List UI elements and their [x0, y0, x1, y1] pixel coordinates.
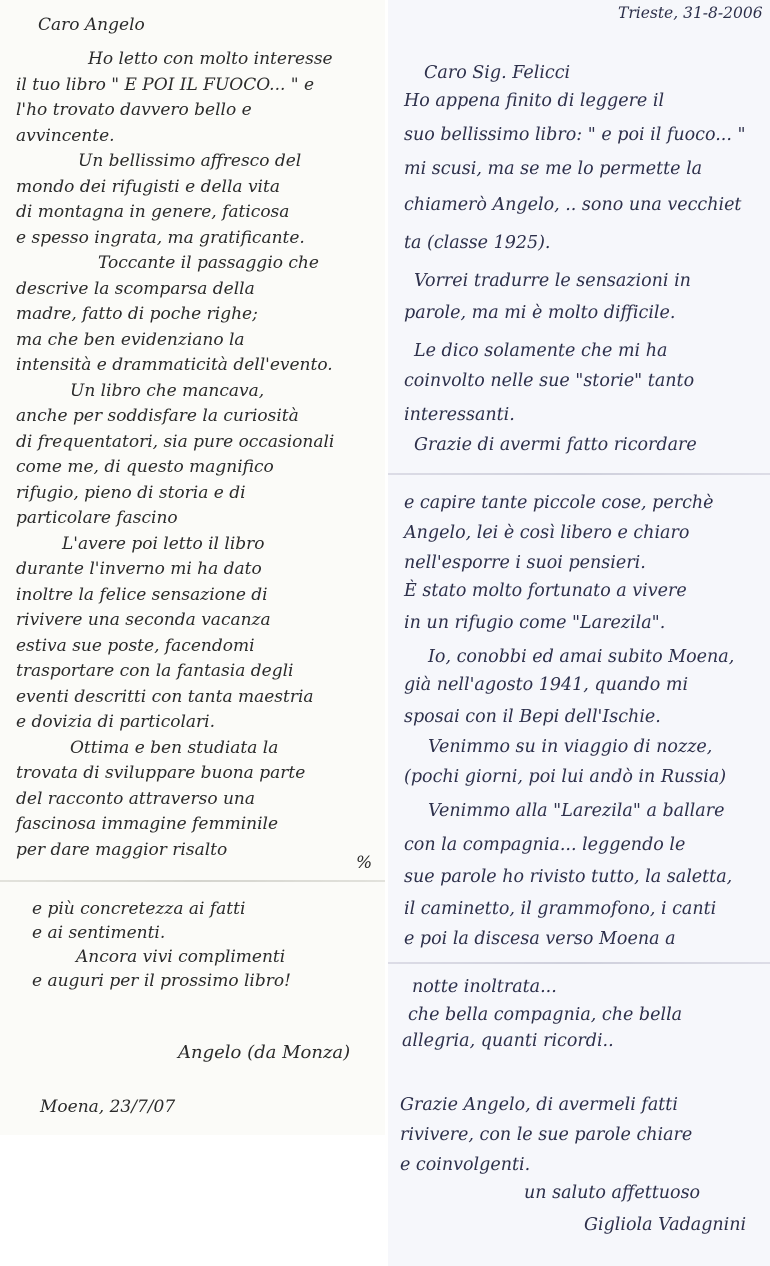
letter-line: e auguri per il prossimo libro!: [32, 971, 291, 991]
letter-line: sue parole ho rivisto tutto, la saletta,: [404, 867, 733, 887]
letter-line: e ai sentimenti.: [32, 923, 166, 943]
letter-line: di montagna in genere, faticosa: [16, 202, 290, 222]
letter-line: trovata di sviluppare buona parte: [16, 763, 306, 783]
letter-line: e spesso ingrata, ma gratificante.: [16, 227, 305, 248]
letter-line: Venimmo su in viaggio di nozze,: [428, 737, 713, 757]
letter-line: sposai con il Bepi dell'Ischie.: [404, 707, 661, 727]
letter-line: Ho letto con molto interesse: [88, 49, 333, 69]
letter-line: Vorrei tradurre le sensazioni in: [414, 271, 691, 291]
page-fold: [388, 962, 770, 964]
letter-line: ta (classe 1925).: [404, 233, 551, 253]
letter-line: eventi descritti con tanta maestria: [16, 686, 314, 707]
letter-line: trasportare con la fantasia degli: [16, 661, 294, 681]
letter-greeting: Caro Sig. Felicci: [424, 63, 571, 83]
letter-line: già nell'agosto 1941, quando mi: [404, 675, 689, 695]
letter-line: suo bellissimo libro: " e poi il fuoco... ": [404, 125, 746, 145]
letter-line: il tuo libro " E POI IL FUOCO... " e: [16, 74, 315, 95]
letter-line: mondo dei rifugisti e della vita: [16, 176, 280, 197]
letter-line: del racconto attraverso una: [16, 788, 255, 809]
letter-line: ma che ben evidenziano la: [16, 329, 245, 350]
letter-line: Le dico solamente che mi ha: [414, 341, 668, 361]
letter-line: fascinosa immagine femminile: [16, 814, 279, 834]
letter-line: rivivere una seconda vacanza: [16, 610, 271, 630]
letter-line: mi scusi, ma se me lo permette la: [404, 159, 703, 179]
letter-line: chiamerò Angelo, .. sono una vecchiet: [404, 195, 742, 215]
letter-line: L'avere poi letto il libro: [62, 533, 265, 554]
right-letter: [388, 0, 770, 1266]
letter-greeting: Caro Angelo: [38, 15, 145, 35]
letter-line: Angelo, lei è così libero e chiaro: [404, 523, 690, 543]
letter-line: È stato molto fortunato a vivere: [404, 581, 687, 601]
letter-line: coinvolto nelle sue "storie" tanto: [404, 371, 695, 391]
letter-line: notte inoltrata...: [412, 977, 557, 997]
continue-mark: %: [356, 853, 373, 873]
page-fold: [388, 473, 770, 475]
letter-line: rivivere, con le sue parole chiare: [400, 1125, 693, 1145]
letter-line: Ho appena finito di leggere il: [404, 91, 665, 111]
letter-line: nell'esporre i suoi pensieri.: [404, 553, 646, 573]
letter-line: Ottima e ben studiata la: [70, 737, 279, 758]
letter-line: di frequentatori, sia pure occasionali: [16, 431, 335, 452]
left-letter: [0, 0, 385, 1135]
place-date: Trieste, 31-8-2006: [618, 4, 763, 22]
letter-line: (pochi giorni, poi lui andò in Russia): [404, 767, 727, 787]
letter-line: l'ho trovato davvero bello e: [16, 100, 252, 120]
place-date: Moena, 23/7/07: [40, 1097, 176, 1117]
letter-line: per dare maggior risalto: [16, 839, 228, 860]
letter-line: Io, conobbi ed amai subito Moena,: [428, 647, 735, 667]
letter-line: come me, di questo magnifico: [16, 457, 274, 477]
letter-line: e coinvolgenti.: [400, 1155, 531, 1175]
letter-line: durante l'inverno mi ha dato: [16, 559, 262, 579]
letter-line: rifugio, pieno di storia e di: [16, 482, 246, 503]
letter-line: Toccante il passaggio che: [98, 253, 319, 273]
letter-line: in un rifugio come "Larezila".: [404, 613, 666, 633]
letter-line: e capire tante piccole cose, perchè: [404, 493, 714, 513]
letter-line: parole, ma mi è molto difficile.: [404, 303, 676, 323]
letter-line: Ancora vivi complimenti: [76, 947, 286, 967]
letter-line: particolare fascino: [16, 508, 178, 528]
letter-line: avvincente.: [16, 125, 115, 146]
page-fold: [0, 880, 385, 882]
letter-line: descrive la scomparsa della: [16, 278, 255, 299]
letter-line: Grazie di avermi fatto ricordare: [414, 435, 697, 455]
letter-line: estiva sue poste, facendomi: [16, 635, 255, 656]
letter-line: che bella compagnia, che bella: [408, 1005, 683, 1025]
letter-line: e poi la discesa verso Moena a: [404, 929, 676, 949]
letter-line: Un bellissimo affresco del: [78, 151, 302, 171]
letter-line: e più concretezza ai fatti: [32, 899, 246, 919]
letter-line: Grazie Angelo, di avermeli fatti: [400, 1095, 678, 1115]
signature: Angelo (da Monza): [178, 1042, 351, 1063]
letter-line: madre, fatto di poche righe;: [16, 304, 258, 324]
letter-line: allegria, quanti ricordi..: [402, 1031, 614, 1051]
letter-line: Un libro che mancava,: [70, 380, 265, 401]
letter-line: anche per soddisfare la curiosità: [16, 406, 299, 426]
letter-line: con la compagnia... leggendo le: [404, 835, 686, 855]
letter-line: il caminetto, il grammofono, i canti: [404, 899, 717, 919]
letter-line: inoltre la felice sensazione di: [16, 584, 268, 605]
letter-line: e dovizia di particolari.: [16, 712, 215, 732]
signature: Gigliola Vadagnini: [584, 1215, 747, 1235]
letter-line: Venimmo alla "Larezila" a ballare: [428, 801, 725, 821]
letter-line: interessanti.: [404, 405, 515, 425]
letter-line: un saluto affettuoso: [524, 1183, 701, 1203]
letter-line: intensità e drammaticità dell'evento.: [16, 355, 333, 375]
